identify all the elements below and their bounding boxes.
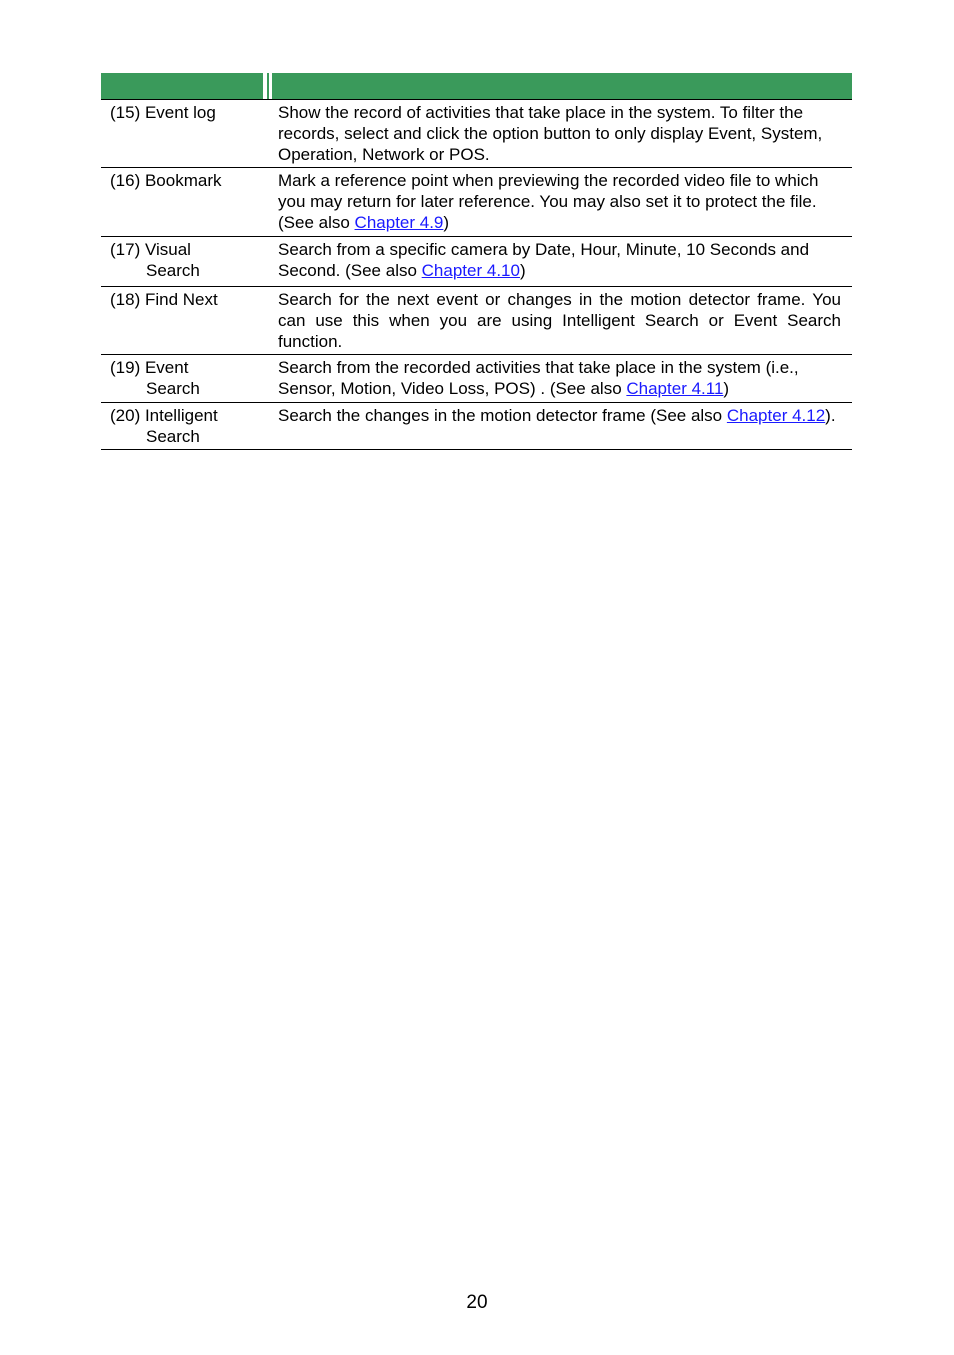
row-term — [101, 287, 268, 354]
description-suffix: ). — [825, 406, 836, 425]
description-suffix: ) — [519, 261, 526, 280]
chapter-link[interactable]: Chapter 4.12 — [726, 406, 826, 425]
header-column-description — [272, 73, 852, 99]
chapter-link[interactable]: Chapter 4.9 — [354, 213, 444, 232]
table-row — [101, 403, 852, 450]
description-text: Search from the recorded activities that take place in the system (i.e., Sensor, Motion, Video Loss, POS) . (See also — [278, 358, 799, 398]
row-description — [268, 403, 852, 449]
term-label-line2: Search — [146, 379, 200, 398]
term-label: (17) Visual — [110, 240, 191, 259]
description-text: Search for the next event or changes in the motion detector frame. You can use this when you are using Intelligent Search or Event Search function. — [278, 290, 841, 351]
term-label-line2: Search — [146, 261, 200, 280]
term-label-line2: Search — [146, 427, 200, 446]
row-term — [101, 355, 268, 402]
description-text: Search the changes in the motion detector frame (See also — [278, 406, 727, 425]
header-column-term — [101, 73, 263, 99]
table-row — [101, 287, 852, 355]
term-label: (20) Intelligent — [110, 406, 218, 425]
row-description — [268, 100, 852, 167]
table-row — [101, 168, 852, 237]
row-term — [101, 168, 268, 236]
description-text: Mark a reference point when previewing the recorded video file to which you may return for later reference. You may also set it to protect the file. (See also — [278, 171, 819, 232]
chapter-link[interactable]: Chapter 4.10 — [421, 261, 520, 280]
term-label: (16) Bookmark — [110, 171, 222, 190]
term-label: (15) Event log — [110, 103, 216, 122]
row-term — [101, 100, 268, 167]
row-term — [101, 237, 268, 286]
row-description — [268, 237, 852, 286]
definition-table — [101, 100, 852, 450]
description-text: Search from a specific camera by Date, Hour, Minute, 10 Seconds and Second. (See also — [278, 240, 810, 280]
description-suffix: ) — [723, 379, 730, 398]
row-description — [268, 355, 852, 402]
table-row — [101, 355, 852, 403]
table-row — [101, 100, 852, 168]
page-number: 20 — [466, 1292, 488, 1313]
table-header-bar — [101, 73, 852, 99]
row-description — [268, 168, 852, 236]
term-label: (19) Event — [110, 358, 189, 377]
table-row — [101, 237, 852, 287]
description-suffix: ) — [443, 213, 450, 232]
chapter-link[interactable]: Chapter 4.11 — [626, 379, 724, 398]
row-term — [101, 403, 268, 449]
term-label: (18) Find Next — [110, 290, 218, 309]
row-description — [268, 287, 852, 354]
description-text: Show the record of activities that take place in the system. To filter the records, select and click the option button to only display Event, System, Operation, Network or POS. — [278, 103, 823, 164]
